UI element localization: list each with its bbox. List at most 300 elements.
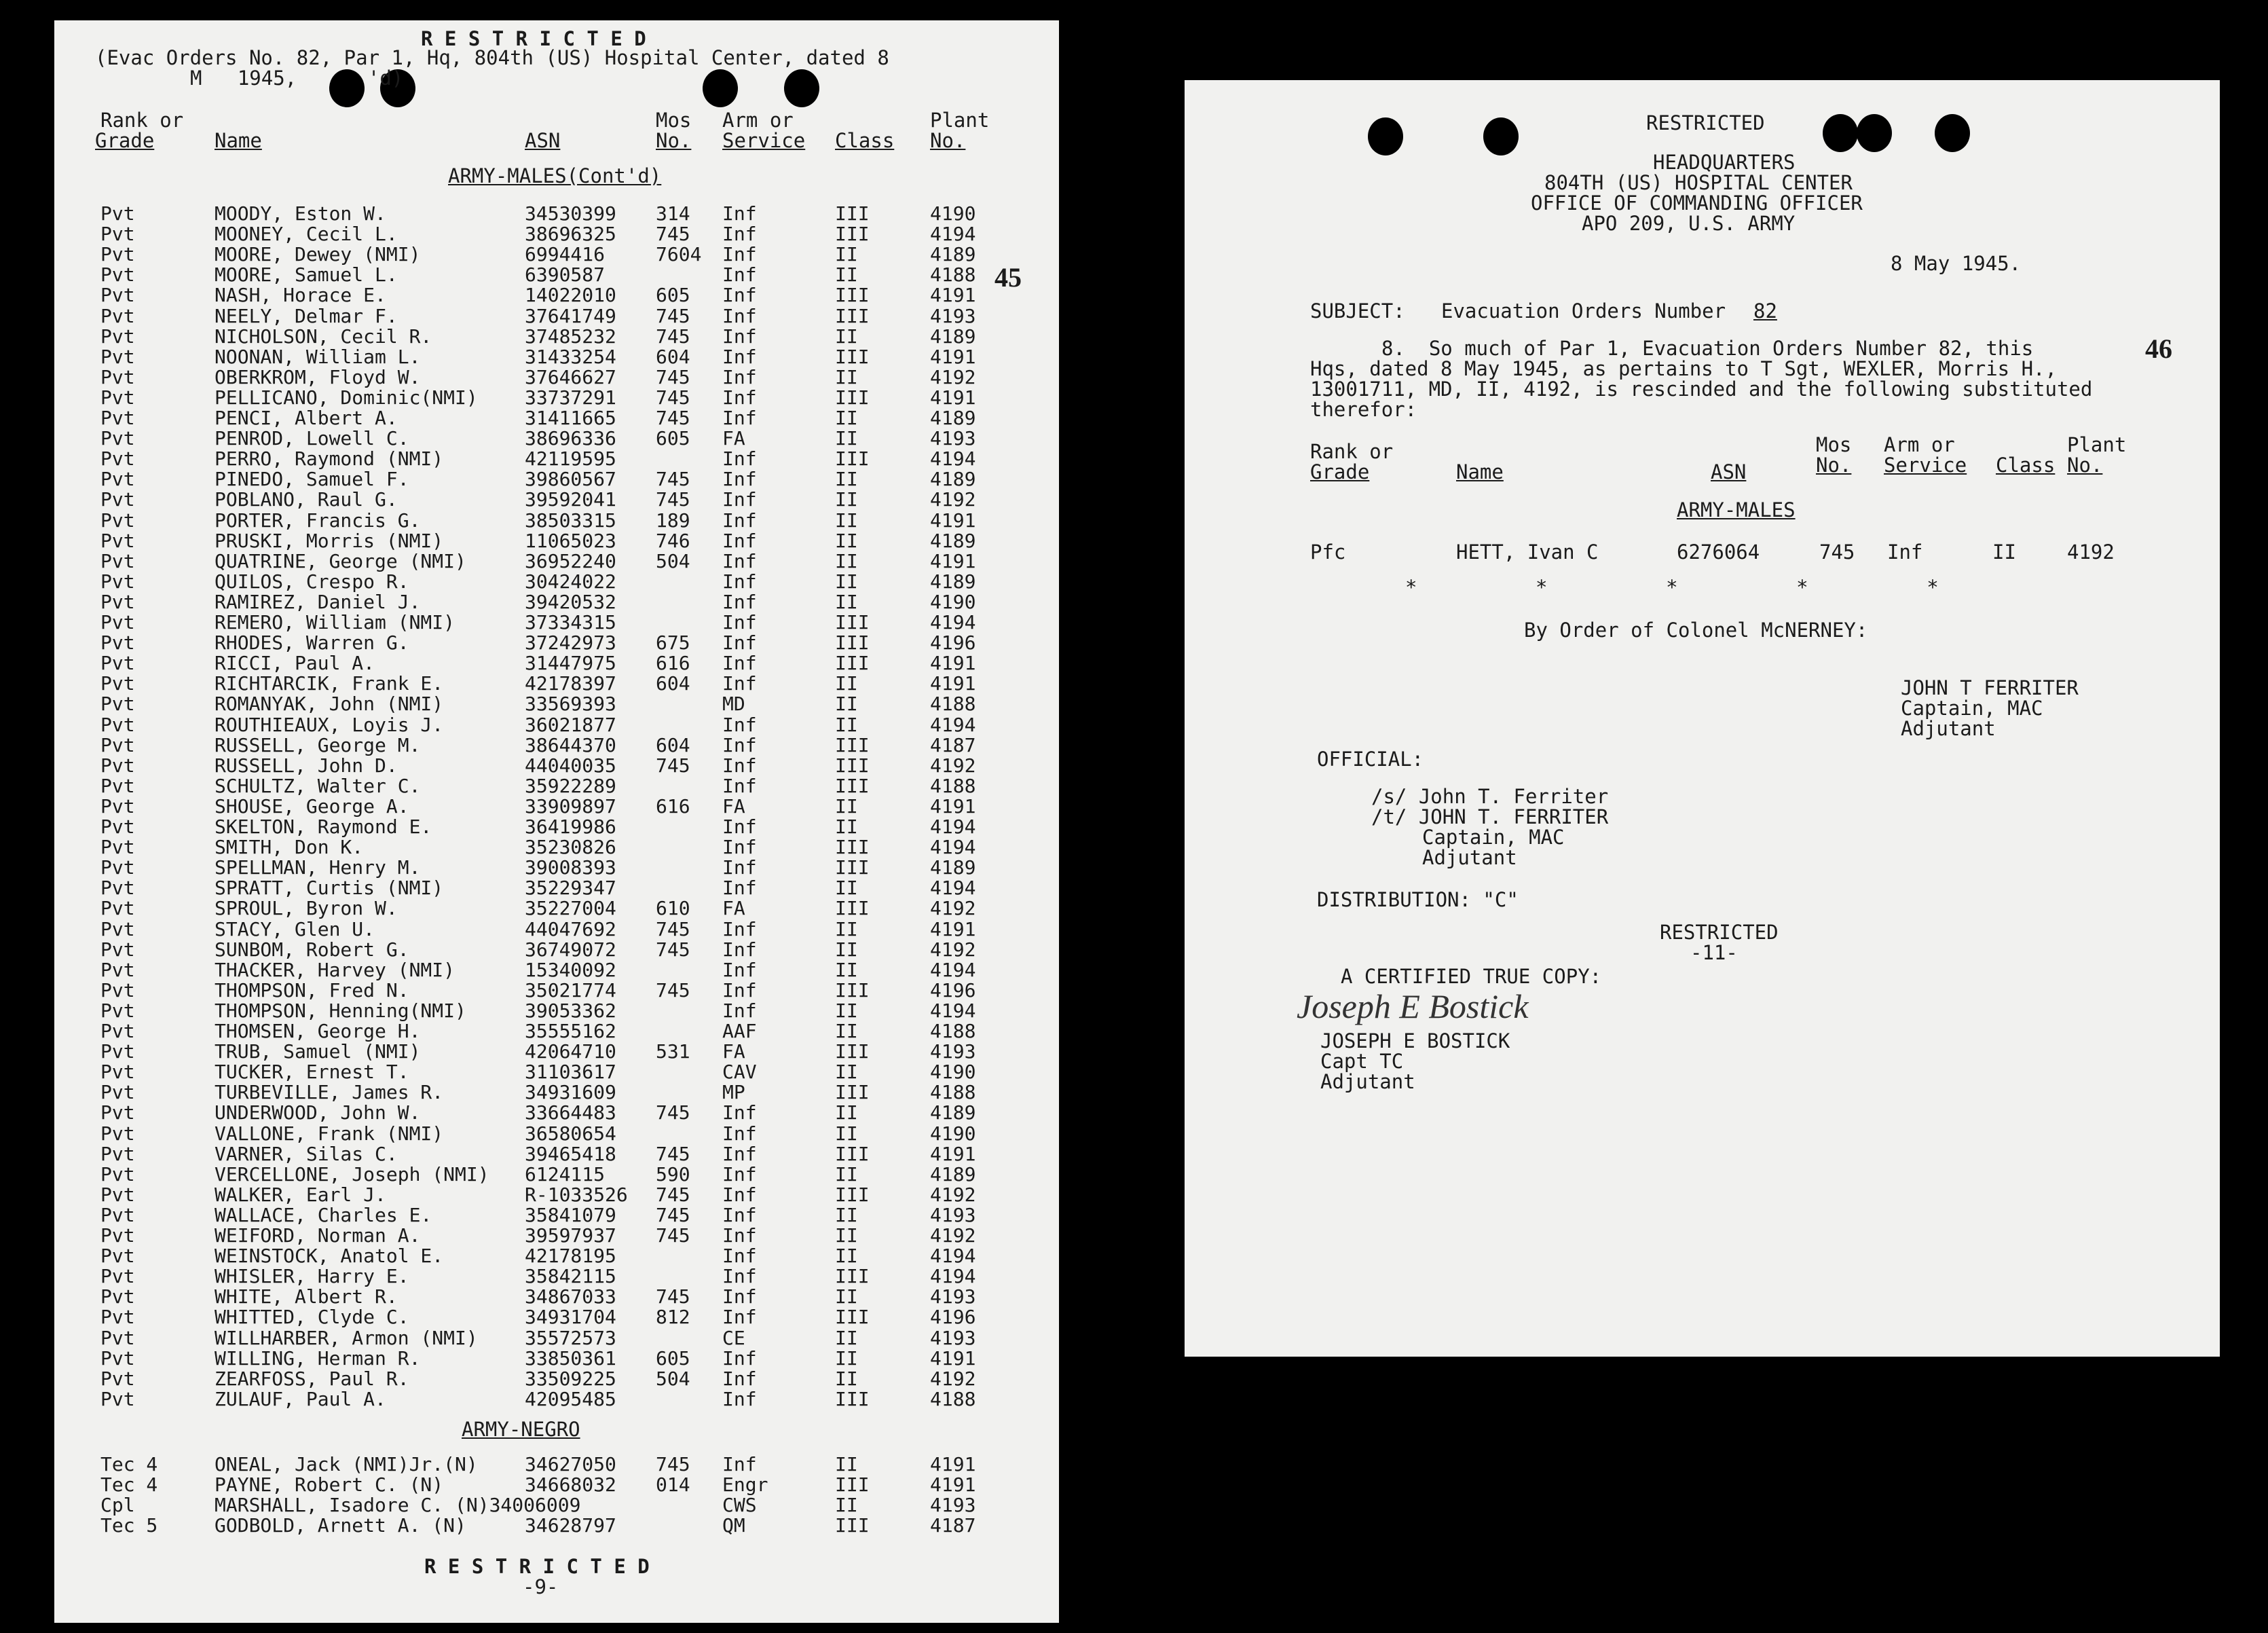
table-cell: III — [835, 304, 870, 327]
table-cell: Pvt — [100, 345, 135, 368]
table-cell: II — [835, 794, 858, 818]
table-cell: 745 — [656, 1142, 690, 1165]
table-cell: Inf — [722, 1203, 757, 1226]
table-cell: 4191 — [930, 509, 976, 532]
table-cell: Inf — [722, 447, 757, 471]
table-cell: Inf — [722, 1346, 757, 1370]
table-cell: Pvt — [100, 917, 135, 940]
table-cell: 39465418 — [525, 1142, 616, 1165]
table-cell: Pvt — [100, 1101, 135, 1124]
table-row — [54, 469, 1059, 490]
table-cell: 504 — [656, 549, 690, 572]
table-cell: 745 — [656, 1101, 690, 1124]
table-cell: II — [835, 427, 858, 450]
table-cell: Pvt — [100, 856, 135, 879]
cert-title: Adjutant — [1320, 1070, 1415, 1093]
section-army-males: ARMY-MALES(Cont'd) — [448, 164, 662, 187]
restricted-banner-top: R E S T R I C T E D — [421, 27, 646, 50]
table-cell: II — [835, 1285, 858, 1308]
table-cell: WEINSTOCK, Anatol E. — [215, 1245, 444, 1268]
table-row — [54, 1454, 1059, 1475]
table-cell: Pvt — [100, 365, 135, 388]
table-cell: 4193 — [930, 1203, 976, 1226]
table-cell: SHOUSE, George A. — [215, 794, 409, 818]
table-cell: Pvt — [100, 1326, 135, 1349]
table-cell: Pvt — [100, 897, 135, 920]
table-row — [54, 265, 1059, 285]
table-row — [54, 1246, 1059, 1266]
table-cell: 745 — [656, 938, 690, 961]
table-row — [54, 858, 1059, 878]
table-cell: NOONAN, William L. — [215, 345, 421, 368]
table-cell: SPELLMAN, Henry M. — [215, 856, 421, 879]
table-cell: II — [835, 509, 858, 532]
table-cell: Pvt — [100, 631, 135, 655]
table-cell: 4191 — [930, 549, 976, 572]
table-cell: 745 — [656, 407, 690, 429]
table-cell: Pvt — [100, 325, 135, 348]
distribution-line: DISTRIBUTION: "C" — [1317, 888, 1519, 911]
table-cell: II — [835, 1020, 858, 1042]
typed-title: Adjutant — [1422, 846, 1517, 869]
punch-hole — [1483, 117, 1519, 155]
table-cell: WEIFORD, Norman A. — [215, 1224, 421, 1247]
table-cell: 4190 — [930, 1061, 976, 1084]
table-cell: ROMANYAK, John (NMI) — [215, 693, 444, 716]
table-cell: III — [835, 1473, 870, 1496]
table-cell: Pvt — [100, 815, 135, 838]
table-row — [54, 1042, 1059, 1062]
table-row — [54, 1369, 1059, 1389]
table-cell: II — [835, 1245, 858, 1268]
table-row — [54, 735, 1059, 756]
table-cell: 33850361 — [525, 1346, 616, 1370]
table-cell: 745 — [656, 325, 690, 348]
table-cell: MOODY, Eston W. — [215, 202, 386, 225]
table-cell: II — [835, 877, 858, 900]
table-row — [54, 1185, 1059, 1205]
table-cell: 4194 — [930, 447, 976, 471]
table-cell: Inf — [722, 570, 757, 593]
table-cell: 30424022 — [525, 570, 616, 593]
table-cell: NASH, Horace E. — [215, 284, 386, 307]
table-cell: WHISLER, Harry E. — [215, 1265, 409, 1288]
paragraph-line-1: 8. So much of Par 1, Evacuation Orders Number 82, this — [1381, 337, 2034, 360]
table-cell: 44047692 — [525, 917, 616, 940]
table-row — [54, 817, 1059, 837]
table-cell: III — [835, 652, 870, 675]
table-cell: 39053362 — [525, 999, 616, 1022]
table-cell: Inf — [722, 1224, 757, 1247]
by-order-line: By Order of Colonel McNERNEY: — [1524, 619, 1868, 642]
table-cell: 4189 — [930, 529, 976, 552]
signature-rank: Captain, MAC — [1901, 697, 2043, 720]
table-cell: 604 — [656, 672, 690, 695]
table-cell: 4191 — [930, 1142, 976, 1165]
table-cell: 504 — [656, 1367, 690, 1390]
table-cell: CAV — [722, 1061, 757, 1084]
table-cell: 4191 — [930, 284, 976, 307]
table-cell: TRUB, Samuel (NMI) — [215, 1040, 421, 1063]
table-cell: II — [835, 917, 858, 940]
table-cell: III — [835, 1183, 870, 1206]
table-cell: 745 — [656, 1453, 690, 1475]
cert-rank: Capt TC — [1320, 1050, 1404, 1073]
table-cell: 39420532 — [525, 590, 616, 613]
table-cell: 37485232 — [525, 325, 616, 348]
table-cell: II — [835, 1453, 858, 1475]
table-cell: II — [835, 1203, 858, 1226]
table-cell: R-1033526 — [525, 1183, 628, 1206]
table-cell: Inf — [722, 733, 757, 756]
table-cell: III — [835, 1306, 870, 1329]
table-row — [54, 1124, 1059, 1144]
table-cell: Pvt — [100, 1306, 135, 1329]
table-cell: Inf — [722, 488, 757, 511]
table-cell: 745 — [656, 1224, 690, 1247]
table-cell: Inf — [722, 1367, 757, 1390]
table-row — [54, 224, 1059, 244]
table-row — [54, 653, 1059, 674]
table-cell: 33737291 — [525, 386, 616, 409]
table-cell: 4193 — [930, 1040, 976, 1063]
table-cell: Engr — [722, 1473, 768, 1496]
table-cell: 33909897 — [525, 794, 616, 818]
table-cell: 39597937 — [525, 1224, 616, 1247]
table-cell: II — [835, 1061, 858, 1084]
section-army-negro: ARMY-NEGRO — [462, 1418, 580, 1441]
table-row — [54, 204, 1059, 224]
table-cell: 616 — [656, 652, 690, 675]
table-cell: STACY, Glen U. — [215, 917, 375, 940]
table-cell: II — [835, 1224, 858, 1247]
table-cell: Inf — [722, 774, 757, 797]
table-cell: 36580654 — [525, 1122, 616, 1145]
table-cell: 4188 — [930, 1387, 976, 1410]
table-cell: III — [835, 284, 870, 307]
table-cell: 35842115 — [525, 1265, 616, 1288]
table-cell: 7604 — [656, 243, 702, 266]
table-cell: QM — [722, 1514, 745, 1537]
table-cell: II — [835, 1326, 858, 1349]
table-cell: 4188 — [930, 1081, 976, 1104]
table-cell: 4187 — [930, 733, 976, 756]
table-cell: 34668032 — [525, 1473, 616, 1496]
table-cell: II — [835, 1122, 858, 1145]
hq-line-3: OFFICE OF COMMANDING OFFICER — [1531, 191, 1863, 215]
table-cell: WILLING, Herman R. — [215, 1346, 421, 1370]
table-cell: SKELTON, Raymond E. — [215, 815, 432, 838]
table-cell: Inf — [722, 509, 757, 532]
table-cell: THOMSEN, George H. — [215, 1020, 421, 1042]
table-cell: 4193 — [930, 427, 976, 450]
table-row — [54, 776, 1059, 796]
table-cell: FA — [722, 1040, 745, 1063]
table-cell: ONEAL, Jack (NMI)Jr.(N) — [215, 1453, 478, 1475]
restricted-bottom: RESTRICTED — [1660, 921, 1779, 944]
table-cell: 33664483 — [525, 1101, 616, 1124]
table-cell: 4189 — [930, 325, 976, 348]
table-cell: II — [835, 938, 858, 961]
punch-hole — [703, 69, 738, 107]
table-cell: Inf — [722, 243, 757, 266]
table-cell: Pvt — [100, 549, 135, 572]
table-cell: II — [835, 468, 858, 491]
table-cell: III — [835, 774, 870, 797]
table-row — [54, 1205, 1059, 1226]
table-cell: III — [835, 856, 870, 879]
table-cell: III — [835, 386, 870, 409]
table-cell: Pvt — [100, 938, 135, 961]
table-cell: Inf — [722, 1122, 757, 1145]
table-cell: III — [835, 202, 870, 225]
restricted-banner-bottom: R E S T R I C T E D — [424, 1555, 650, 1578]
table-cell: 44040035 — [525, 754, 616, 777]
table-cell: 4188 — [930, 263, 976, 287]
table-cell: III — [835, 754, 870, 777]
table-cell: 38503315 — [525, 509, 616, 532]
table-cell: 812 — [656, 1306, 690, 1329]
table-cell: II — [835, 713, 858, 736]
table-cell: 38696325 — [525, 223, 616, 246]
table-cell: SPRATT, Curtis (NMI) — [215, 877, 444, 900]
table-cell: Inf — [722, 754, 757, 777]
paragraph-line-4: therefor: — [1310, 398, 1417, 421]
table-cell: 4188 — [930, 693, 976, 716]
table-cell: 4193 — [930, 1326, 976, 1349]
table-cell: MD — [722, 693, 745, 716]
table-cell: 37646627 — [525, 365, 616, 388]
table-cell: Inf — [722, 590, 757, 613]
table-cell: TUCKER, Ernest T. — [215, 1061, 409, 1084]
table-cell: Pvt — [100, 1122, 135, 1145]
table-cell: 745 — [656, 917, 690, 940]
table-cell: 4187 — [930, 1514, 976, 1537]
table-cell: RUSSELL, John D. — [215, 754, 398, 777]
punch-hole — [1368, 117, 1403, 155]
table-cell: Pvt — [100, 590, 135, 613]
table-row — [54, 1164, 1059, 1185]
table-cell: ZEARFOSS, Paul R. — [215, 1367, 409, 1390]
table-row — [54, 898, 1059, 919]
table-cell: Pvt — [100, 243, 135, 266]
table-cell: 4194 — [930, 958, 976, 981]
table-cell: REMERO, William (NMI) — [215, 611, 456, 634]
table-cell: 4194 — [930, 877, 976, 900]
typed-rank: Captain, MAC — [1422, 826, 1565, 849]
table-cell: 39008393 — [525, 856, 616, 879]
table-cell: 42119595 — [525, 447, 616, 471]
table-cell: Pvt — [100, 447, 135, 471]
table-cell: III — [835, 978, 870, 1002]
table-row — [54, 1389, 1059, 1410]
table-row — [54, 980, 1059, 1001]
table-cell: II — [835, 407, 858, 429]
table-cell: WILLHARBER, Armon (NMI) — [215, 1326, 478, 1349]
table-cell: III — [835, 611, 870, 634]
table-cell: 31411665 — [525, 407, 616, 429]
table-cell: Inf — [722, 202, 757, 225]
table-cell: Pvt — [100, 1367, 135, 1390]
table-cell: III — [835, 1387, 870, 1410]
table-cell: 610 — [656, 897, 690, 920]
table-cell: Cpl — [100, 1494, 135, 1516]
table-row — [54, 1328, 1059, 1348]
table-cell: WALLACE, Charles E. — [215, 1203, 432, 1226]
table-cell: 37641749 — [525, 304, 616, 327]
table-row — [54, 960, 1059, 980]
paragraph-line-2: Hqs, dated 8 May 1945, as pertains to T Sgt, WEXLER, Morris H., — [1310, 357, 2057, 380]
table-row — [54, 756, 1059, 776]
table-cell: 4194 — [930, 999, 976, 1022]
table-cell: Inf — [722, 999, 757, 1022]
table-cell: 4191 — [930, 917, 976, 940]
table-cell: Pvt — [100, 1142, 135, 1165]
table-cell: Inf — [722, 917, 757, 940]
table-cell: Inf — [722, 713, 757, 736]
table-cell: 4190 — [930, 202, 976, 225]
punch-hole — [1823, 114, 1858, 152]
table-cell: II — [835, 1101, 858, 1124]
table-cell: Inf — [722, 1245, 757, 1268]
table-cell: II — [835, 958, 858, 981]
table-row — [54, 551, 1059, 572]
table-cell: PRUSKI, Morris (NMI) — [215, 529, 444, 552]
table-cell: 590 — [656, 1162, 690, 1186]
table-cell: Pvt — [100, 386, 135, 409]
table-cell: III — [835, 1514, 870, 1537]
table-row — [54, 306, 1059, 327]
table-cell: 6124115 — [525, 1162, 606, 1186]
table-cell: II — [835, 243, 858, 266]
table-cell: PINEDO, Samuel F. — [215, 468, 409, 491]
table-cell: Inf — [722, 529, 757, 552]
table-cell: III — [835, 1081, 870, 1104]
table-cell: 42178195 — [525, 1245, 616, 1268]
table-cell: FA — [722, 897, 745, 920]
table-cell: 4192 — [930, 897, 976, 920]
table-cell: CWS — [722, 1494, 757, 1516]
table-cell: Pvt — [100, 202, 135, 225]
table-cell: 4196 — [930, 631, 976, 655]
table-cell: Pvt — [100, 1162, 135, 1186]
table-cell: ZULAUF, Paul A. — [215, 1387, 386, 1410]
table-cell: Inf — [722, 365, 757, 388]
table-row — [54, 878, 1059, 898]
table-cell: THACKER, Harvey (NMI) — [215, 958, 456, 981]
table-cell: Inf — [722, 1265, 757, 1288]
right-document-page: RESTRICTED HEADQUARTERS 804TH (US) HOSPITAL CENTER OFFICE OF COMMANDING OFFICER APO 209, U.S. ARMY 8 May 1945. SUBJECT: Evacuation Orders Number 82 8. So much of Par 1, Evacuation Orders Number 82, this Hqs, dated 8 May 1945, as pertains to T Sgt, WEXLER, Morris H., 13001711, MD, II, 4192, is rescinded and the following substituted therefor: 46 Rank or Grade Name ASN Mos No. Arm or Service Class Plant No. ARMY-MALES Pfc HETT, Ivan C 6276064 745 Inf II 4192 * * * * * By Order of Colonel McNERNEY: JOHN T FERRITER Captain, MAC Adjutant OFFICIAL: /s/ John T. Ferriter /t/ JOHN T. FERRITER Captain, MAC Adjutant DISTRIBUTION: "C" RESTRICTED -11- A CERTIFIED TRUE COPY: Joseph E Bostick JOSEPH E BOSTICK Capt TC Adjutant — [1185, 80, 2220, 1357]
table-cell: Tec 5 — [100, 1514, 158, 1537]
table-cell: 4189 — [930, 468, 976, 491]
table-cell: Inf — [722, 345, 757, 368]
table-cell: PORTER, Francis G. — [215, 509, 421, 532]
table-cell: 35229347 — [525, 877, 616, 900]
table-cell: Pvt — [100, 1265, 135, 1288]
table-cell: 4196 — [930, 1306, 976, 1329]
table-cell: QUATRINE, George (NMI) — [215, 549, 466, 572]
table-row — [54, 327, 1059, 347]
table-cell: Pvt — [100, 693, 135, 716]
table-cell: ROUTHIEAUX, Loyis J. — [215, 713, 444, 736]
table-cell: Tec 4 — [100, 1473, 158, 1496]
table-cell: 38696336 — [525, 427, 616, 450]
handwritten-signature: Joseph E Bostick — [1297, 987, 1529, 1025]
table-row — [54, 633, 1059, 653]
table-cell: Pvt — [100, 794, 135, 818]
table-row — [54, 572, 1059, 592]
table-cell: 31103617 — [525, 1061, 616, 1084]
table-cell: Inf — [722, 836, 757, 859]
table-cell: Inf — [722, 652, 757, 675]
table-cell: AAF — [722, 1020, 757, 1042]
table-cell: PAYNE, Robert C. (N) — [215, 1473, 444, 1496]
table-cell: Inf — [722, 1387, 757, 1410]
table-cell: III — [835, 1142, 870, 1165]
table-cell: III — [835, 631, 870, 655]
table-cell: 4189 — [930, 407, 976, 429]
table-cell: 4194 — [930, 815, 976, 838]
table-cell: 4191 — [930, 1473, 976, 1496]
table-cell: WHITTED, Clyde C. — [215, 1306, 409, 1329]
punch-hole — [784, 69, 819, 107]
table-cell: Tec 4 — [100, 1453, 158, 1475]
table-cell: 4189 — [930, 1101, 976, 1124]
table-cell: 35922289 — [525, 774, 616, 797]
table-row — [54, 919, 1059, 940]
table-cell: Pvt — [100, 877, 135, 900]
table-row — [54, 694, 1059, 714]
table-cell: 4196 — [930, 978, 976, 1002]
table-row — [54, 449, 1059, 469]
table-cell: 35572573 — [525, 1326, 616, 1349]
table-cell: SUNBOM, Robert G. — [215, 938, 409, 961]
table-cell: 11065023 — [525, 529, 616, 552]
table-cell: 42095485 — [525, 1387, 616, 1410]
table-cell: 4191 — [930, 1346, 976, 1370]
punch-hole — [1935, 114, 1970, 152]
table-cell: MARSHALL, Isadore C. (N)34006009 — [215, 1494, 581, 1516]
table-cell: Pvt — [100, 1020, 135, 1042]
table-cell: 33569393 — [525, 693, 616, 716]
header-line-2: M 1945, 'd) — [190, 67, 404, 90]
table-cell: 31433254 — [525, 345, 616, 368]
table-cell: VALLONE, Frank (NMI) — [215, 1122, 444, 1145]
table-cell: 39592041 — [525, 488, 616, 511]
table-cell: 4188 — [930, 774, 976, 797]
table-cell: RICHTARCIK, Frank E. — [215, 672, 444, 695]
table-cell: Inf — [722, 468, 757, 491]
table-cell: 35021774 — [525, 978, 616, 1002]
table-cell: III — [835, 733, 870, 756]
table-cell: II — [835, 263, 858, 287]
table-cell: PENCI, Albert A. — [215, 407, 398, 429]
table-cell: Pvt — [100, 713, 135, 736]
subject-label: SUBJECT: — [1310, 299, 1405, 323]
table-cell: 42178397 — [525, 672, 616, 695]
section-army-males: ARMY-MALES — [1677, 498, 1796, 521]
cert-name: JOSEPH E BOSTICK — [1320, 1029, 1510, 1052]
table-cell: II — [835, 590, 858, 613]
table-row — [54, 796, 1059, 817]
table-cell: THOMPSON, Fred N. — [215, 978, 409, 1002]
table-cell: 4190 — [930, 1122, 976, 1145]
table-row — [54, 1226, 1059, 1246]
table-cell: Inf — [722, 1162, 757, 1186]
table-cell: 4191 — [930, 345, 976, 368]
table-cell: III — [835, 836, 870, 859]
table-cell: Pvt — [100, 1040, 135, 1063]
